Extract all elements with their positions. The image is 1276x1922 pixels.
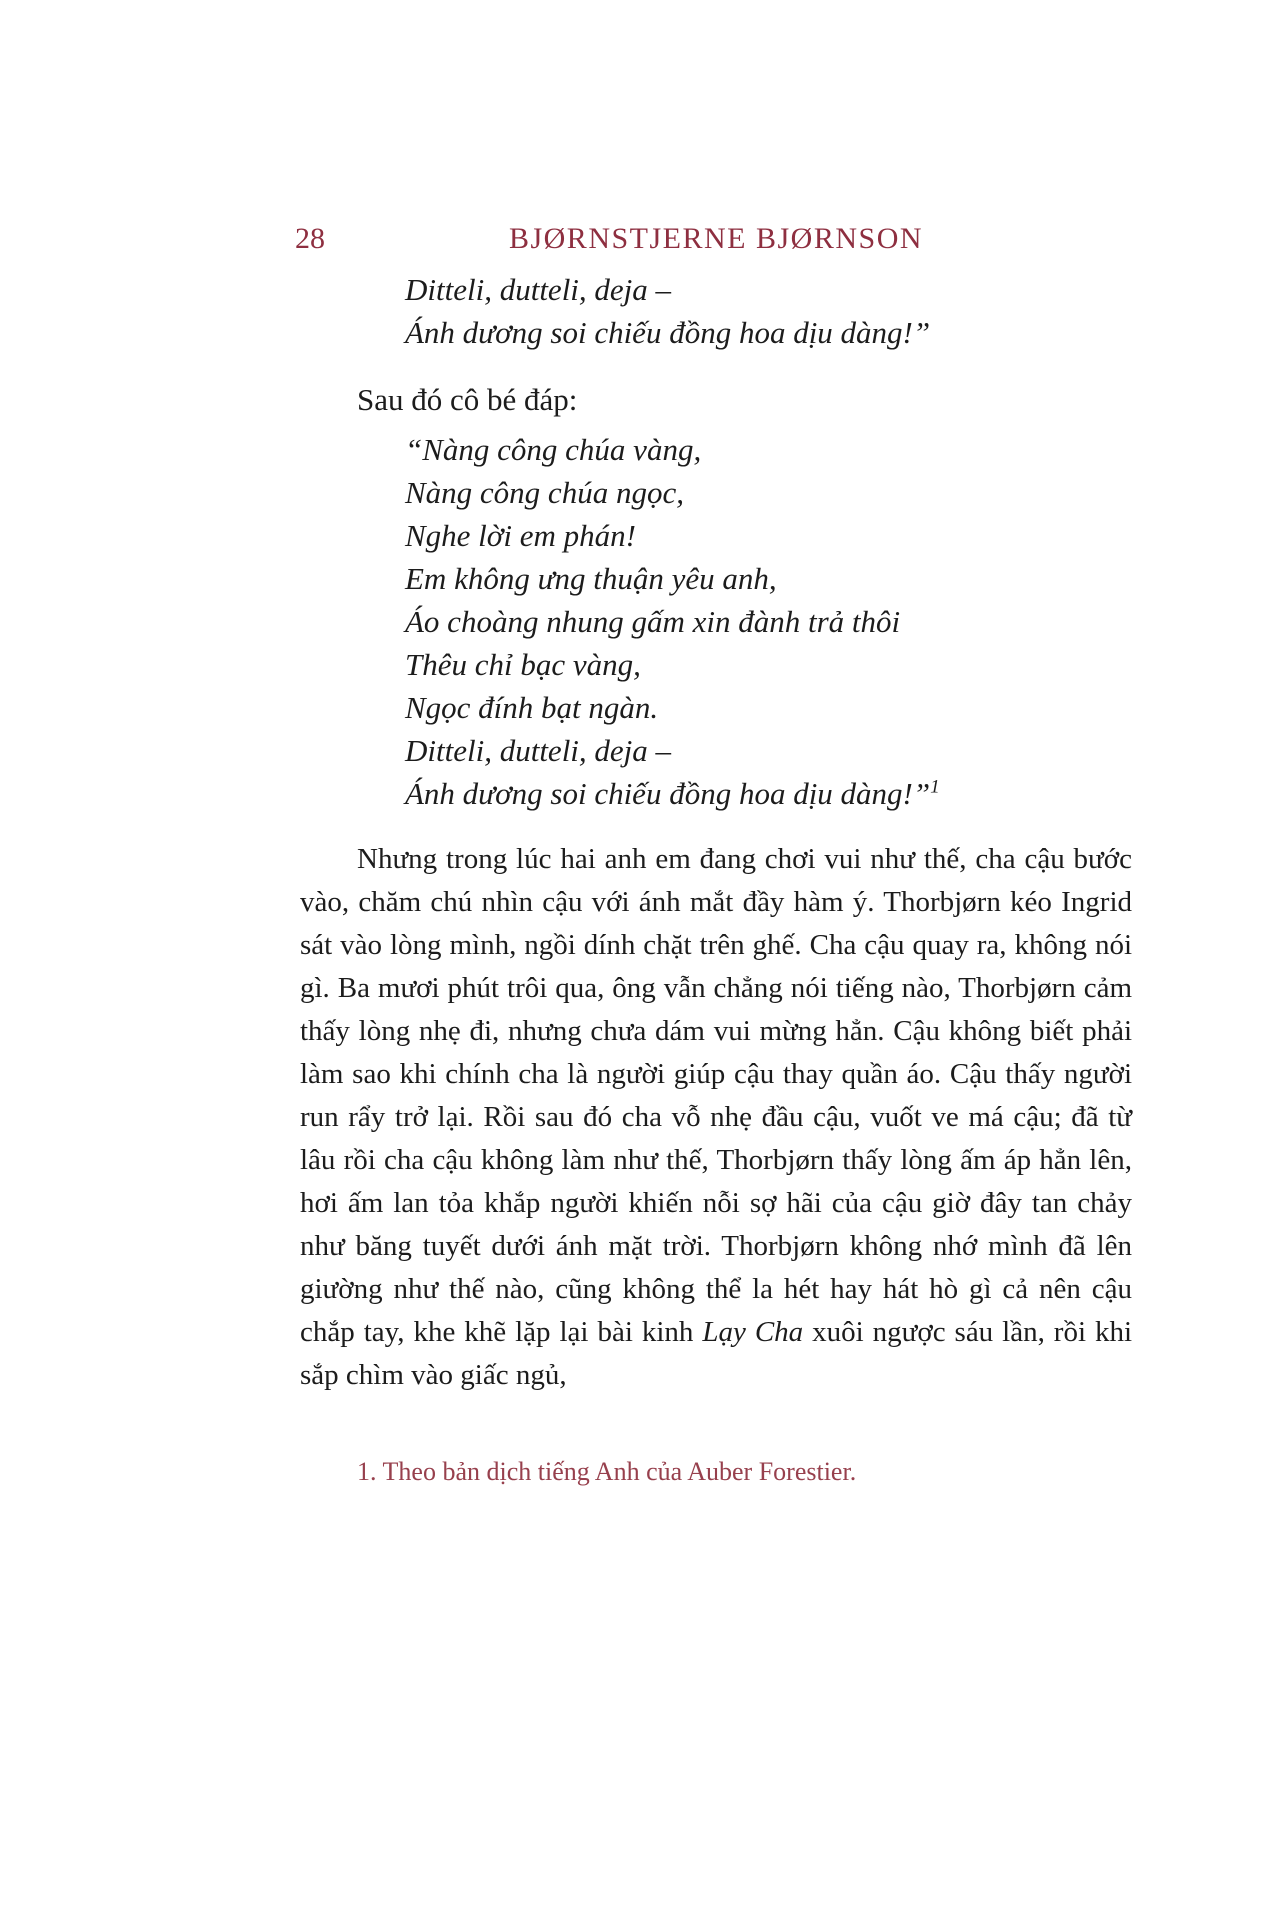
paragraph-text: Nhưng trong lúc hai anh em đang chơi vui như thế, cha cậu bước vào, chăm chú nhìn cậu với ánh mắt đầy hàm ý. Thorbjørn kéo Ingrid sát vào lòng mình, ngồi dính chặt trên ghế. Cha cậu quay ra, không nói gì. Ba mươi phút trôi qua, ông vẫn chẳng nói tiếng nào, Thorbjørn cảm thấy lòng nhẹ đi, nhưng chưa dám vui mừng hẳn. Cậu không biết phải làm sao khi chính cha là người giúp cậu thay quần áo. Cậu thấy người run rẩy trở lại. Rồi sau đó cha vỗ nhẹ đầu cậu, vuốt ve má cậu; đã từ lâu rồi cha cậu không làm như thế, Thorbjørn thấy lòng ấm áp hẳn lên, hơi ấm lan tỏa khắp người khiến nỗi sợ hãi của cậu giờ đây tan chảy như băng tuyết dưới ánh mặt trời. Thorbjørn không nhớ mình đã lên giường như thế nào, cũng không thể la hét hay hát hò gì cả nên cậu chắp tay, khe khẽ lặp lại bài kinh — [300, 843, 1132, 1348]
narration-line: Sau đó cô bé đáp: — [357, 382, 578, 417]
verse-block-2 — [405, 428, 940, 815]
verse-line: Nàng công chúa ngọc, — [405, 475, 684, 510]
verse-line: Em không ưng thuận yêu anh, — [405, 561, 777, 596]
page-number: 28 — [295, 222, 325, 255]
footnote: 1. Theo bản dịch tiếng Anh của Auber Forestier. — [357, 1457, 857, 1486]
verse-line: Thêu chỉ bạc vàng, — [405, 647, 641, 682]
body-paragraph — [300, 838, 1132, 1397]
paragraph-text: xuôi ngược sáu lần, rồi khi sắp chìm vào giấc ngủ, — [300, 1316, 1133, 1391]
verse-line: Ditteli, dutteli, deja – — [405, 272, 672, 307]
verse-line: Ánh dương soi chiếu đồng hoa dịu dàng!” — [405, 315, 931, 350]
prayer-title-italic: Lạy Cha — [702, 1316, 804, 1348]
verse-line: Áo choàng nhung gấm xin đành trả thôi — [405, 604, 901, 639]
verse-line: “Nàng công chúa vàng, — [405, 432, 702, 467]
running-header: BJØRNSTJERNE BJØRNSON — [508, 222, 924, 255]
footnote-marker: 1 — [930, 776, 940, 798]
verse-line: Ngọc đính bạt ngàn. — [405, 690, 659, 725]
verse-line-text: Ánh dương soi chiếu đồng hoa dịu dàng!” — [405, 776, 931, 811]
verse-line: Ditteli, dutteli, deja – — [405, 733, 672, 768]
verse-line — [405, 772, 940, 815]
verse-block-1 — [405, 268, 930, 354]
verse-line: Nghe lời em phán! — [405, 518, 636, 553]
